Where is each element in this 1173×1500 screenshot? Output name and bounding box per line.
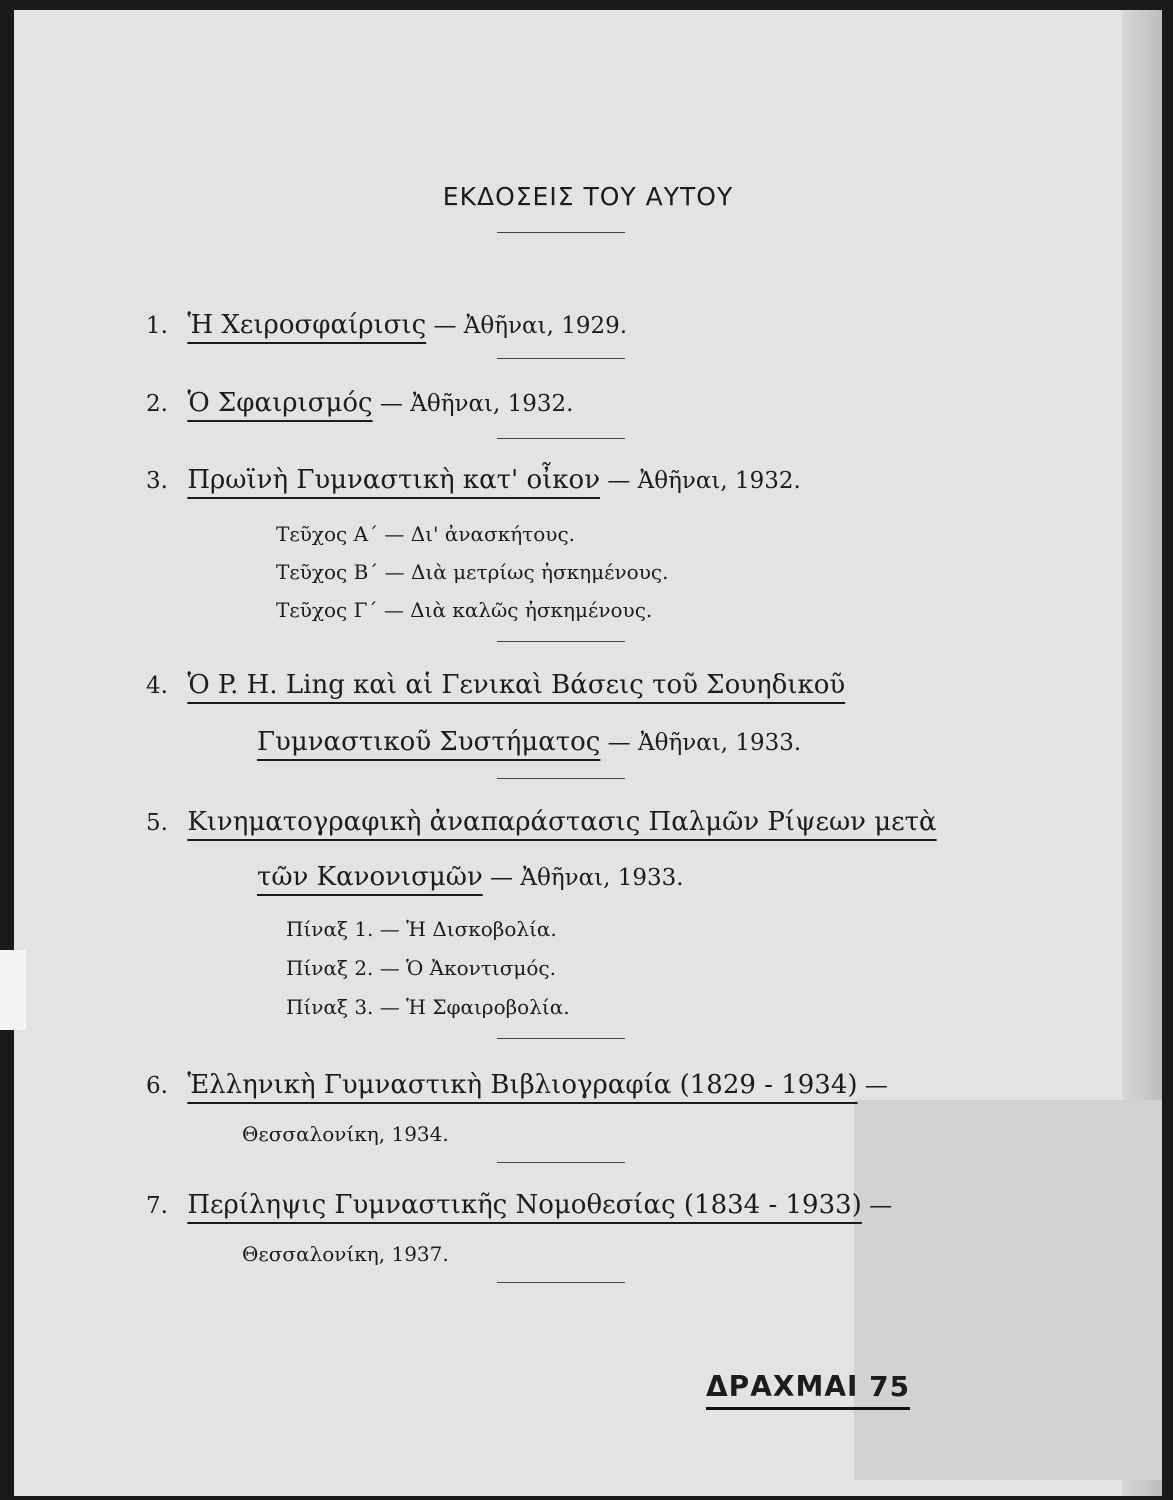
entry-1 (146, 310, 627, 340)
divider (497, 438, 625, 439)
entry-5-line-2 (257, 862, 684, 892)
divider (497, 1282, 625, 1283)
divider (497, 1038, 625, 1039)
entry-place-year: — Ἀθῆναι, 1929. (426, 313, 628, 339)
entry-place-year: — Ἀθῆναι, 1932. (600, 468, 801, 494)
entry-number: 4. (146, 673, 168, 699)
price-label: ΔΡΑΧΜΑΙ 75 (706, 1370, 910, 1410)
entry-dash: — (857, 1073, 888, 1099)
page-title: ΕΚΔΟΣΕΙΣ ΤΟΥ ΑΥΤΟΥ (442, 182, 734, 211)
entry-dash: — (861, 1193, 893, 1219)
entry-7-place-year: Θεσσαλονίκη, 1937. (242, 1242, 449, 1266)
entry-title: Ἑλληνικὴ Γυμναστικὴ Βιβλιογραφία (1829 - 1934) (187, 1070, 858, 1100)
divider (497, 232, 625, 233)
entry-3-sub-2: Τεῦχος Β΄ — Διὰ μετρίως ἠσκημένους. (276, 560, 669, 584)
entry-number: 2. (146, 391, 168, 417)
entry-3-sub-1: Τεῦχος Α΄ — Δι' ἀνασκήτους. (276, 522, 576, 546)
divider (497, 778, 625, 779)
paper-stain (854, 1100, 1162, 1480)
divider (497, 358, 625, 359)
entry-place-year: — Ἀθῆναι, 1933. (600, 730, 802, 756)
entry-title: Ὁ P. H. Ling καὶ αἱ Γενικαὶ Βάσεις τοῦ Σουηδικοῦ (187, 670, 846, 700)
entry-number: 6. (146, 1073, 168, 1099)
entry-5 (146, 807, 937, 837)
entry-title: Ὁ Σφαιρισμός (187, 388, 373, 418)
entry-4-line-2 (257, 727, 801, 757)
divider (497, 1162, 625, 1163)
entry-6-place-year: Θεσσαλονίκη, 1934. (242, 1122, 449, 1146)
entry-5-sub-2: Πίναξ 2. — Ὁ Ἀκοντισμός. (286, 956, 556, 980)
entry-title: Ἡ Χειροσφαίρισις (187, 310, 427, 340)
entry-title-continued: Γυμναστικοῦ Συστήματος (257, 727, 601, 757)
entry-7 (146, 1190, 892, 1220)
entry-number: 1. (146, 313, 168, 339)
entry-place-year: — Ἀθῆναι, 1933. (482, 865, 684, 891)
entry-title-continued: τῶν Κανονισμῶν (257, 862, 483, 892)
entry-title: Κινηματογραφικὴ ἀναπαράστασις Παλμῶν Ρίψεων μετὰ (187, 807, 937, 837)
entry-number: 5. (146, 810, 168, 836)
entry-number: 3. (146, 468, 168, 494)
entry-title: Περίληψις Γυμναστικῆς Νομοθεσίας (1834 - 1933) (187, 1190, 862, 1220)
entry-5-sub-1: Πίναξ 1. — Ἡ Δισκοβολία. (286, 917, 557, 941)
entry-5-sub-3: Πίναξ 3. — Ἡ Σφαιροβολία. (286, 995, 570, 1019)
entry-3 (146, 465, 801, 495)
entry-3-sub-3: Τεῦχος Γ΄ — Διὰ καλῶς ἠσκημένους. (276, 598, 653, 622)
entry-6 (146, 1070, 888, 1100)
binding-tab (0, 950, 26, 1030)
entry-place-year: — Ἀθῆναι, 1932. (372, 391, 574, 417)
entry-2 (146, 388, 573, 418)
entry-4 (146, 670, 845, 700)
divider (497, 641, 625, 642)
page (14, 10, 1162, 1496)
entry-number: 7. (146, 1193, 168, 1219)
entry-title: Πρωϊνὴ Γυμναστικὴ κατ' οἶκον (187, 465, 600, 495)
